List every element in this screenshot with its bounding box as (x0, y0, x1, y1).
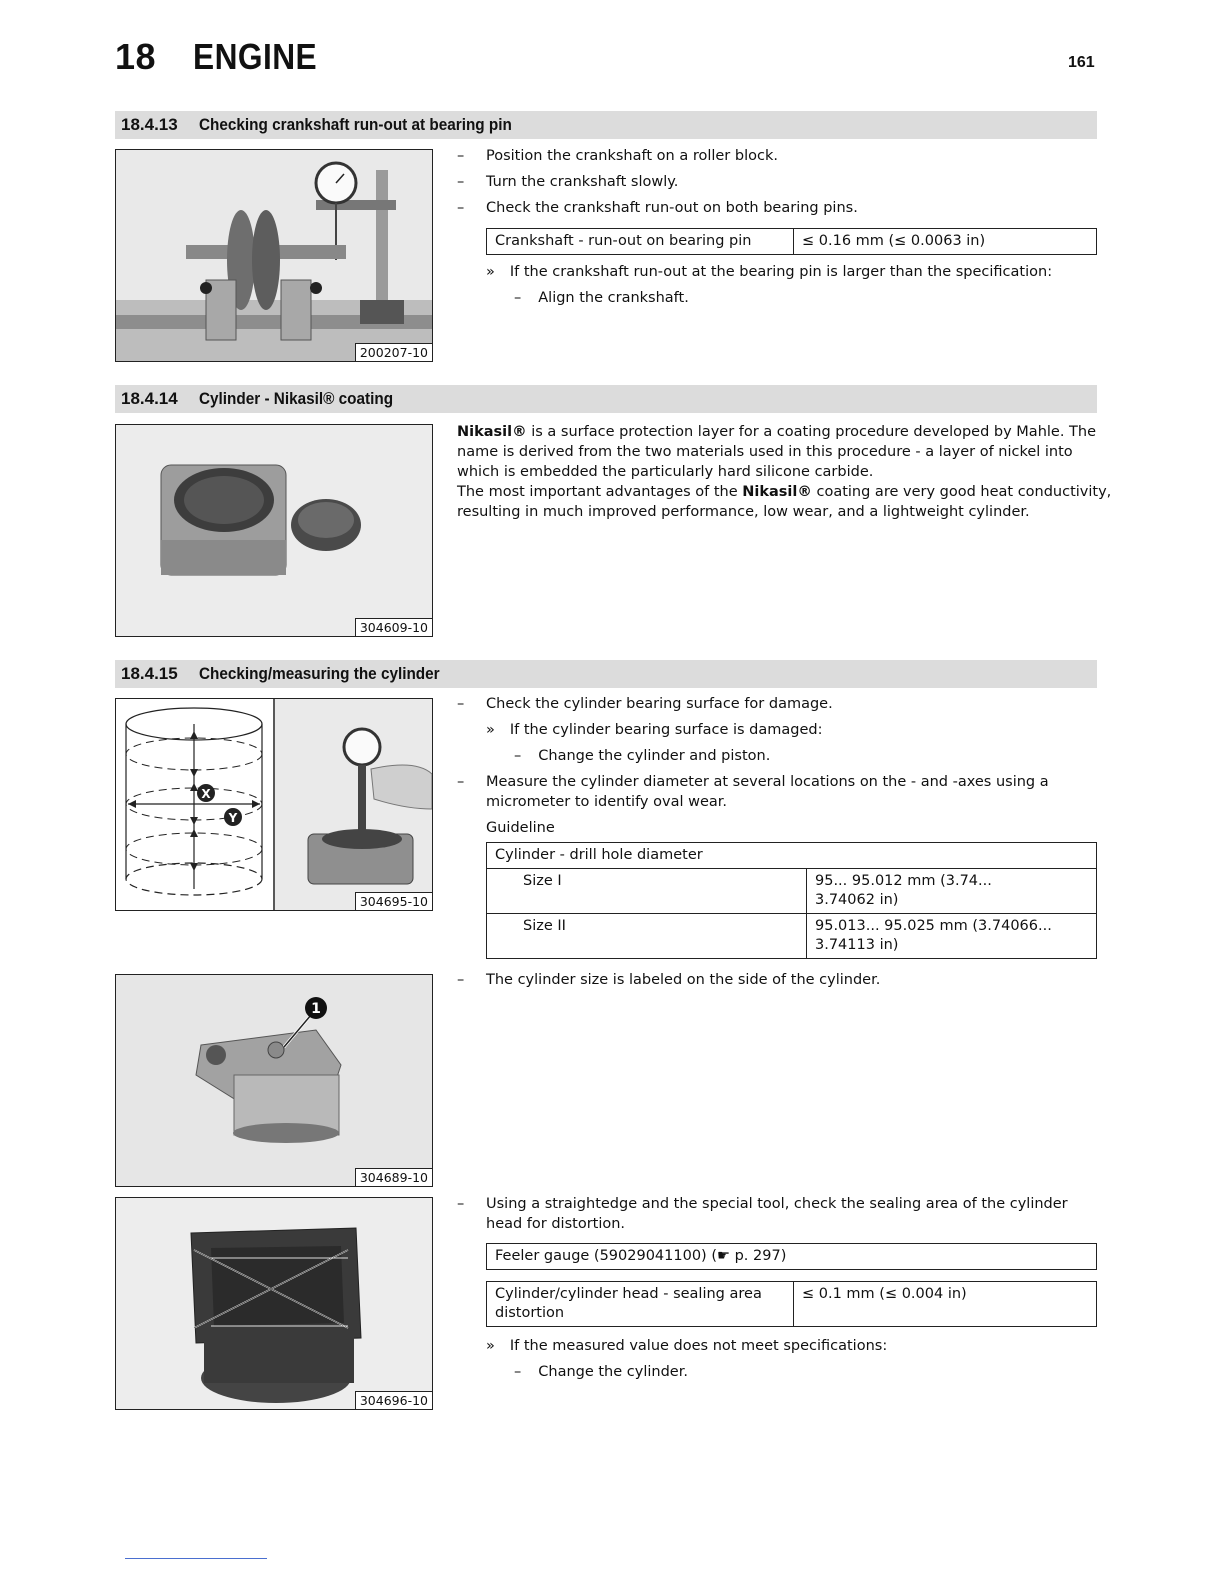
section-title: Checking crankshaft run-out at bearing pin (199, 115, 512, 134)
cylinder-measurement-figure (115, 698, 433, 911)
section-13-body (457, 146, 1097, 316)
step-item: – Position the crankshaft on a roller block. (457, 148, 778, 164)
cylinder-piston-photo (115, 424, 433, 637)
section-number: 18.4.14 (121, 389, 178, 408)
spec-value: ≤ 0.16 mm (≤ 0.0063 in) (794, 229, 1097, 255)
step-item: – Turn the crankshaft slowly. (457, 174, 679, 190)
callout-1-label: 1 (311, 1001, 321, 1017)
table-row: Size II 95.013... 95.025 mm (3.74066... 3.74113 in) (487, 914, 1097, 959)
step-item: – Check the cylinder bearing surface for damage. (457, 696, 833, 712)
step-item: – Using a straightedge and the special tool, check the sealing area of the cylinder (457, 1196, 1068, 1212)
sealing-area-photo (115, 1197, 433, 1410)
x-axis-label: X (201, 787, 211, 801)
figure-id: 200207-10 (355, 343, 432, 361)
figure-id: 304696-10 (355, 1391, 432, 1409)
cylinder-size-photo (115, 974, 433, 1187)
condition-item: » If the measured value does not meet specifications: (486, 1338, 888, 1354)
figure-id: 304689-10 (355, 1168, 432, 1186)
section-title: Cylinder - Nikasil® coating (199, 389, 394, 408)
section-number: 18.4.15 (121, 664, 178, 683)
figure-id: 304609-10 (355, 618, 432, 636)
action-item: – Change the cylinder. (514, 1364, 688, 1380)
action-item: – Align the crankshaft. (514, 290, 689, 306)
section-header-18-4-15 (115, 660, 1097, 688)
tool-reference: Feeler gauge (59029041100) (☛ p. 297) (487, 1244, 1097, 1270)
condition-item: » If the crankshaft run-out at the bearing pin is larger than the specification: (486, 264, 1053, 280)
chapter-title: ENGINE (193, 36, 318, 77)
section-15-body-c: – Using a straightedge and the special tool, check the sealing area of the cylinder head for distortion. Feeler gauge (59029041100) (☛ p. 297) Cylinder/cylinder head - sealing area distortion ≤ 0.1 mm (≤ 0.004 in) » If the measured value does not meet specifications: – Change the cylinder. (457, 1194, 1097, 1394)
nikasil-description: Nikasil® is a surface protection layer for a coating procedure developed by Mahle. The name is derived from the two materials used in this procedure - a layer of nickel into which is embedded the particularly hard silicone carbide. The most important advantages of the Nikasil® coating are very good heat conductivity, resulting in much improved performance, low wear, and a lightweight cylinder. (457, 424, 1112, 520)
crankshaft-photo (115, 149, 433, 362)
section-title: Checking/measuring the cylinder (199, 664, 440, 683)
spec-table (486, 228, 1097, 255)
section-number: 18.4.13 (121, 115, 178, 134)
page-number: 161 (1068, 54, 1095, 71)
action-item: – Change the cylinder and piston. (514, 748, 771, 764)
y-axis-label: Y (228, 811, 238, 825)
figure-id: 304695-10 (355, 892, 432, 910)
chapter-number: 18 (115, 36, 157, 77)
section-15-body-b (457, 970, 1097, 994)
step-item: – The cylinder size is labeled on the side of the cylinder. (457, 972, 881, 988)
section-header-18-4-14 (115, 385, 1097, 413)
spec-value: ≤ 0.1 mm (≤ 0.004 in) (794, 1282, 1097, 1327)
footer-rule (125, 1558, 267, 1559)
step-item: – Measure the cylinder diameter at several locations on the - and -axes using a (457, 774, 1049, 790)
section-15-body-a: – Check the cylinder bearing surface for damage. » If the cylinder bearing surface is damaged: – Change the cylinder and piston. – Measure the cylinder diameter at several locations on the - and -axes using a micrometer to identify oval wear. Guideline Cylinder - drill hole diameter Size I 95... 95.012 mm (3.74... 3.74062 in) Size II 95.013... 95.025 mm (3.74066... 3.74113 in) (457, 694, 1097, 969)
section-header-18-4-13 (115, 111, 1097, 139)
step-item: – Check the crankshaft run-out on both bearing pins. (457, 200, 858, 216)
condition-item: » If the cylinder bearing surface is damaged: (486, 722, 823, 738)
guideline-label: Guideline (486, 820, 555, 836)
tool-table (486, 1243, 1097, 1270)
spec-label: Crankshaft - run-out on bearing pin (487, 229, 794, 255)
table-header: Cylinder - drill hole diameter (487, 843, 1097, 869)
table-row: Size I 95... 95.012 mm (3.74... 3.74062 in) (487, 869, 1097, 914)
drill-hole-table (486, 842, 1097, 959)
distortion-spec-table: Cylinder/cylinder head - sealing area distortion ≤ 0.1 mm (≤ 0.004 in) (486, 1281, 1097, 1327)
